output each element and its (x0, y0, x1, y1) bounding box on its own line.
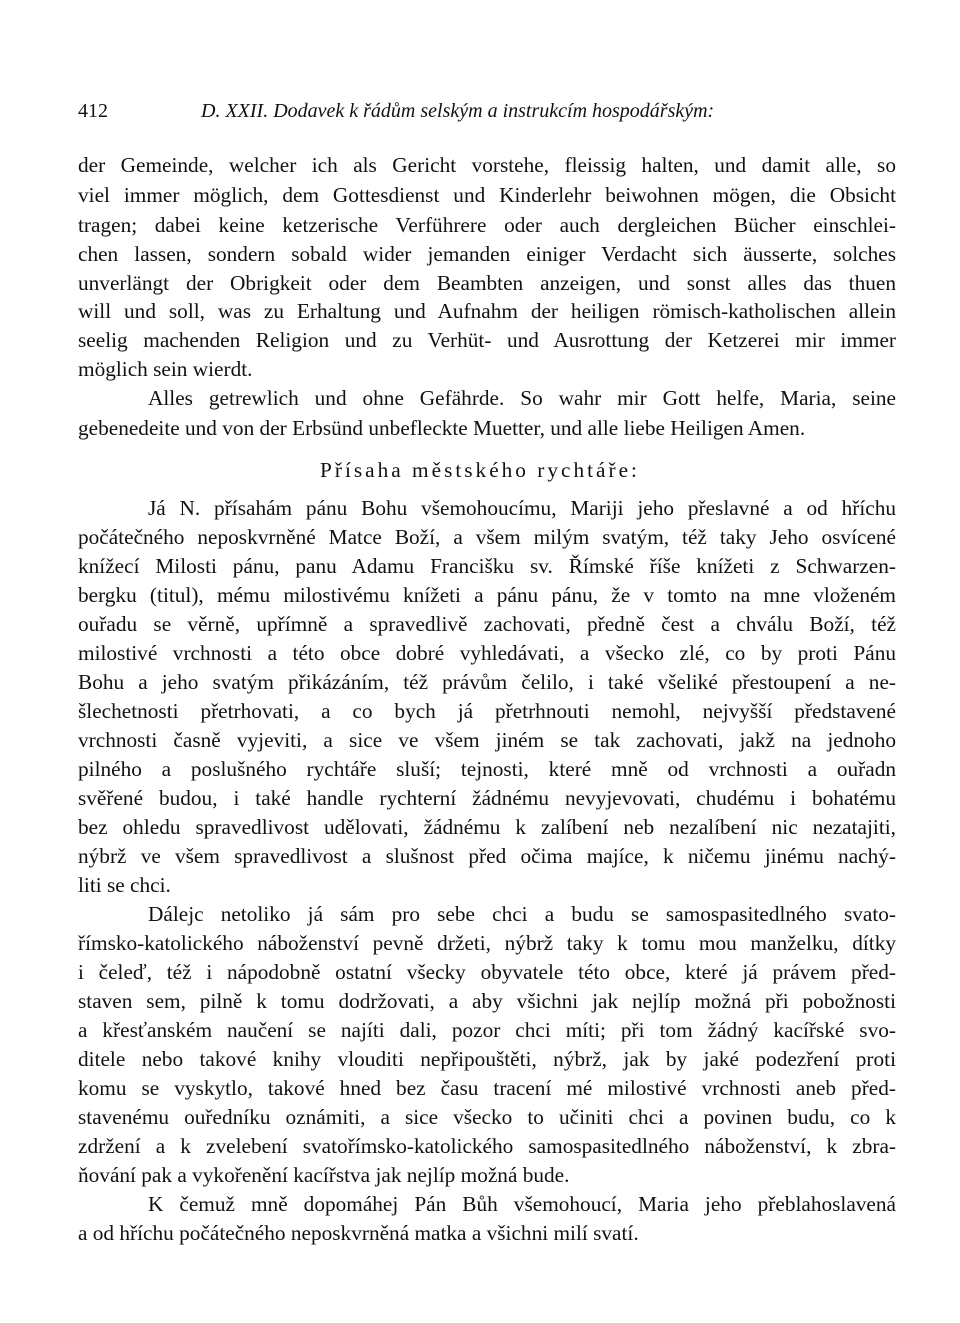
text-line: ouřadu se věrně, upřímně a spravedlivě zachovati, předně čest a chválu Boží, též (78, 612, 896, 636)
text-line: bergku (titul), mému milostivému knížeti a pánu pánu, že v tomto na mne vloženém (78, 583, 896, 607)
text-line: der Gemeinde, welcher ich als Gericht vorstehe, fleissig halten, und damit alle, so (78, 153, 896, 177)
text-line: milostivé vrchnosti a této obce dobré vyhledávati, a všecko zlé, co by proti Pánu (78, 641, 896, 665)
text-line: chen lassen, sondern sobald wider jemanden einiger Verdacht sich äusserte, solches (78, 242, 896, 266)
text-line: tragen; dabei keine ketzerische Verführere oder auch dergleichen Bücher einschlei- (78, 213, 896, 237)
text-line: Dálejc netoliko já sám pro sebe chci a budu se samospasitedlného svato- (148, 902, 896, 926)
text-line: a křesťanském naučení se najíti dali, pozor chci míti; při tom žádný kacířské svo- (78, 1018, 896, 1042)
text-line: ňování pak a vykořenění kacířstva jak nejlíp možná bude. (78, 1163, 570, 1187)
text-line: svěřené budou, i také handle rychterní žádnému nevyjevovati, chudému i bohatému (78, 786, 896, 810)
text-line: Já N. přísahám pánu Bohu všemohoucímu, Mariji jeho přeslavné a od hříchu (148, 496, 896, 520)
text-line: bez ohledu spravedlivost udělovati, žádnému k zalíbení neb nezalíbení nic nezatajiti, (78, 815, 896, 839)
text-line: will und soll, was zu Erhaltung und Aufnahm der heiligen römisch-katholischen allein (78, 299, 896, 323)
text-line: gebenedeite und von der Erbsünd unbefleckte Muetter, und alle liebe Heiligen Amen. (78, 416, 806, 440)
text-line: zdržení a k zvelebení svatořímsko-katolického samospasitedlného náboženství, k zbra- (78, 1134, 896, 1158)
text-line: Bohu a jeho svatým přikázáním, též právům čelilo, i také všeliké přestoupení a ne- (78, 670, 896, 694)
text-line: vrchnosti časně vyjeviti, a sice ve všem jiném se tak zachovati, jakž na jednoho (78, 728, 896, 752)
text-line: knížecí Milosti pánu, panu Adamu Francišku sv. Římské říše knížeti z Schwarzen- (78, 554, 896, 578)
text-line: viel immer möglich, dem Gottesdienst und Kinderlehr beiwohnen mögen, die Obsicht (78, 183, 896, 207)
text-line: pilného a poslušného rychtáře sluší; tejnosti, které mně od vrchnosti a ouřadn (78, 757, 896, 781)
text-line: římsko-katolického náboženství pevně držeti, nýbrž taky k tomu mou manželku, dítky (78, 931, 896, 955)
text-line: nýbrž ve všem spravedlivost a slušnost před očima majíce, k ničemu jinému nachý- (78, 844, 896, 868)
text-line: komu se vyskytlo, takové hned bez času tracení mé milostivé vrchnosti aneb před- (78, 1076, 896, 1100)
text-line: šlechetnosti přetrhovati, a co bych já přetrhnouti nemohl, nejvyšší představené (78, 699, 896, 723)
text-line: unverlängt der Obrigkeit oder dem Beambten anzeigen, und sonst alles das thuen (78, 271, 896, 295)
text-line: stavenému ouředníku oznámiti, a sice všecko to učiniti chci a povinen budu, co k (78, 1105, 896, 1129)
text-line: liti se chci. (78, 873, 171, 897)
section-heading: Přísaha městského rychtáře: (320, 458, 640, 482)
text-line: a od hříchu počátečného neposkvrněná matka a všichni milí svatí. (78, 1221, 639, 1245)
page-number: 412 (78, 100, 108, 122)
text-line: počátečného neposkvrněné Matce Boží, a všem milým svatým, též taky Jeho osvícené (78, 525, 896, 549)
page-header (78, 100, 888, 132)
text-line: möglich sein wierdt. (78, 357, 253, 381)
text-line: staven sem, pilně k tomu dodržovati, a aby všichni jak nejlíp možná při pobožnosti (78, 989, 896, 1013)
text-line: ditele nebo takové knihy vlouditi nepřipouštěti, nýbrž, jak by jaké podezření proti (78, 1047, 896, 1071)
text-line: i čeleď, též i nápodobně ostatní všecky obyvatele této obce, které já právem před- (78, 960, 896, 984)
text-line: Alles getrewlich und ohne Gefährde. So wahr mir Gott helfe, Maria, seine (148, 386, 896, 410)
text-line: K čemuž mně dopomáhej Pán Bůh všemohoucí, Maria jeho přeblahoslavená (148, 1192, 896, 1216)
text-line: seelig machenden Religion und zu Verhüt- und Ausrottung der Ketzerei mir immer (78, 328, 896, 352)
running-head: D. XXII. Dodavek k řádům selským a instrukcím hospodářským: (201, 100, 715, 122)
